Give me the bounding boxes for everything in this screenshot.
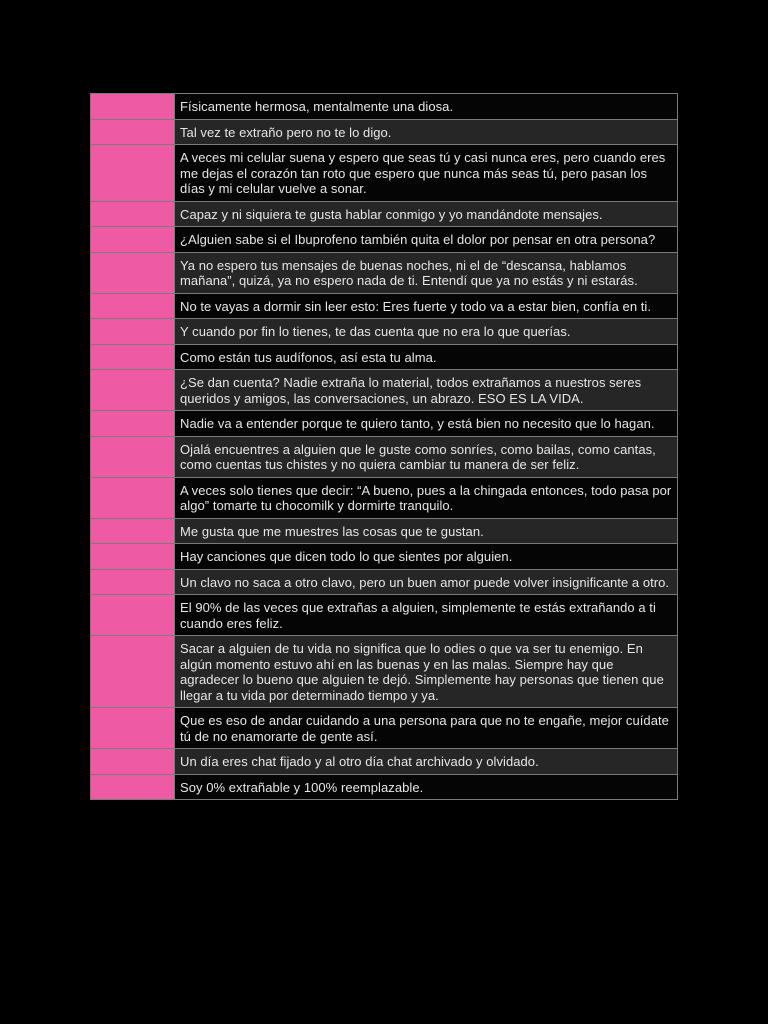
- table-row: [91, 201, 678, 227]
- pink-label-cell: [91, 411, 175, 437]
- pink-label-cell: [91, 477, 175, 518]
- table-row: [91, 252, 678, 293]
- pink-label-cell: [91, 319, 175, 345]
- quote-text: No te vayas a dormir sin leer esto: Eres fuerte y todo va a estar bien, confía en ti.: [175, 293, 678, 319]
- pink-label-cell: [91, 227, 175, 253]
- pink-label-cell: [91, 518, 175, 544]
- table-row: [91, 370, 678, 411]
- quote-text: A veces mi celular suena y espero que seas tú y casi nunca eres, pero cuando eres me dejas el corazón tan roto que espero que nunca más seas tú, pero pasan los días y mi celular vuelve a sonar.: [175, 145, 678, 202]
- quote-text: Un día eres chat fijado y al otro día chat archivado y olvidado.: [175, 749, 678, 775]
- pink-label-cell: [91, 436, 175, 477]
- pink-label-cell: [91, 749, 175, 775]
- quote-text: Ojalá encuentres a alguien que le guste como sonríes, como bailas, como cantas, como cuentas tus chistes y no quiera cambiar tu manera de ser feliz.: [175, 436, 678, 477]
- quote-text: Hay canciones que dicen todo lo que sientes por alguien.: [175, 544, 678, 570]
- table-row: [91, 708, 678, 749]
- table-row: [91, 436, 678, 477]
- quotes-table: [90, 93, 678, 800]
- table-row: [91, 145, 678, 202]
- pink-label-cell: [91, 370, 175, 411]
- pink-label-cell: [91, 201, 175, 227]
- quote-text: Ya no espero tus mensajes de buenas noches, ni el de “descansa, hablamos mañana”, quizá, ya no espero nada de ti. Entendí que ya no estás y ni estarás.: [175, 252, 678, 293]
- quote-text: Físicamente hermosa, mentalmente una diosa.: [175, 94, 678, 120]
- quote-text: Sacar a alguien de tu vida no significa que lo odies o que va ser tu enemigo. En algún momento estuvo ahí en las buenas y en las malas. Siempre hay que agradecer lo bueno que alguien te dejó. Simplemente hay personas que tienen que llegar a tu vida por determinado tiempo y ya.: [175, 636, 678, 708]
- pink-label-cell: [91, 293, 175, 319]
- quote-text: ¿Alguien sabe si el Ibuprofeno también quita el dolor por pensar en otra persona?: [175, 227, 678, 253]
- table-row: [91, 544, 678, 570]
- quote-text: Como están tus audífonos, así esta tu alma.: [175, 344, 678, 370]
- quote-text: Un clavo no saca a otro clavo, pero un buen amor puede volver insignificante a otro.: [175, 569, 678, 595]
- pink-label-cell: [91, 774, 175, 800]
- table-row: [91, 749, 678, 775]
- pink-label-cell: [91, 252, 175, 293]
- pink-label-cell: [91, 544, 175, 570]
- table-row: [91, 94, 678, 120]
- quote-text: Y cuando por fin lo tienes, te das cuenta que no era lo que querías.: [175, 319, 678, 345]
- table-row: [91, 344, 678, 370]
- quote-text: Capaz y ni siquiera te gusta hablar conmigo y yo mandándote mensajes.: [175, 201, 678, 227]
- table-row: [91, 227, 678, 253]
- quote-text: A veces solo tienes que decir: “A bueno, pues a la chingada entonces, todo pasa por algo” tomarte tu chocomilk y dormirte tranquilo.: [175, 477, 678, 518]
- table-row: [91, 774, 678, 800]
- quote-text: Tal vez te extraño pero no te lo digo.: [175, 119, 678, 145]
- pink-label-cell: [91, 569, 175, 595]
- table-row: [91, 293, 678, 319]
- table-row: [91, 319, 678, 345]
- quote-text: El 90% de las veces que extrañas a alguien, simplemente te estás extrañando a ti cuando eres feliz.: [175, 595, 678, 636]
- quotes-table-body: [91, 94, 678, 800]
- pink-label-cell: [91, 94, 175, 120]
- table-row: [91, 595, 678, 636]
- table-row: [91, 518, 678, 544]
- pink-label-cell: [91, 595, 175, 636]
- table-row: [91, 411, 678, 437]
- quote-text: Soy 0% extrañable y 100% reemplazable.: [175, 774, 678, 800]
- quote-text: Me gusta que me muestres las cosas que te gustan.: [175, 518, 678, 544]
- pink-label-cell: [91, 708, 175, 749]
- quote-text: Que es eso de andar cuidando a una persona para que no te engañe, mejor cuídate tú de no enamorarte de gente así.: [175, 708, 678, 749]
- pink-label-cell: [91, 636, 175, 708]
- quote-text: ¿Se dan cuenta? Nadie extraña lo material, todos extrañamos a nuestros seres queridos y amigos, las conversaciones, un abrazo. ESO ES LA VIDA.: [175, 370, 678, 411]
- table-row: [91, 119, 678, 145]
- table-row: [91, 636, 678, 708]
- pink-label-cell: [91, 145, 175, 202]
- quote-text: Nadie va a entender porque te quiero tanto, y está bien no necesito que lo hagan.: [175, 411, 678, 437]
- table-row: [91, 477, 678, 518]
- pink-label-cell: [91, 344, 175, 370]
- pink-label-cell: [91, 119, 175, 145]
- table-row: [91, 569, 678, 595]
